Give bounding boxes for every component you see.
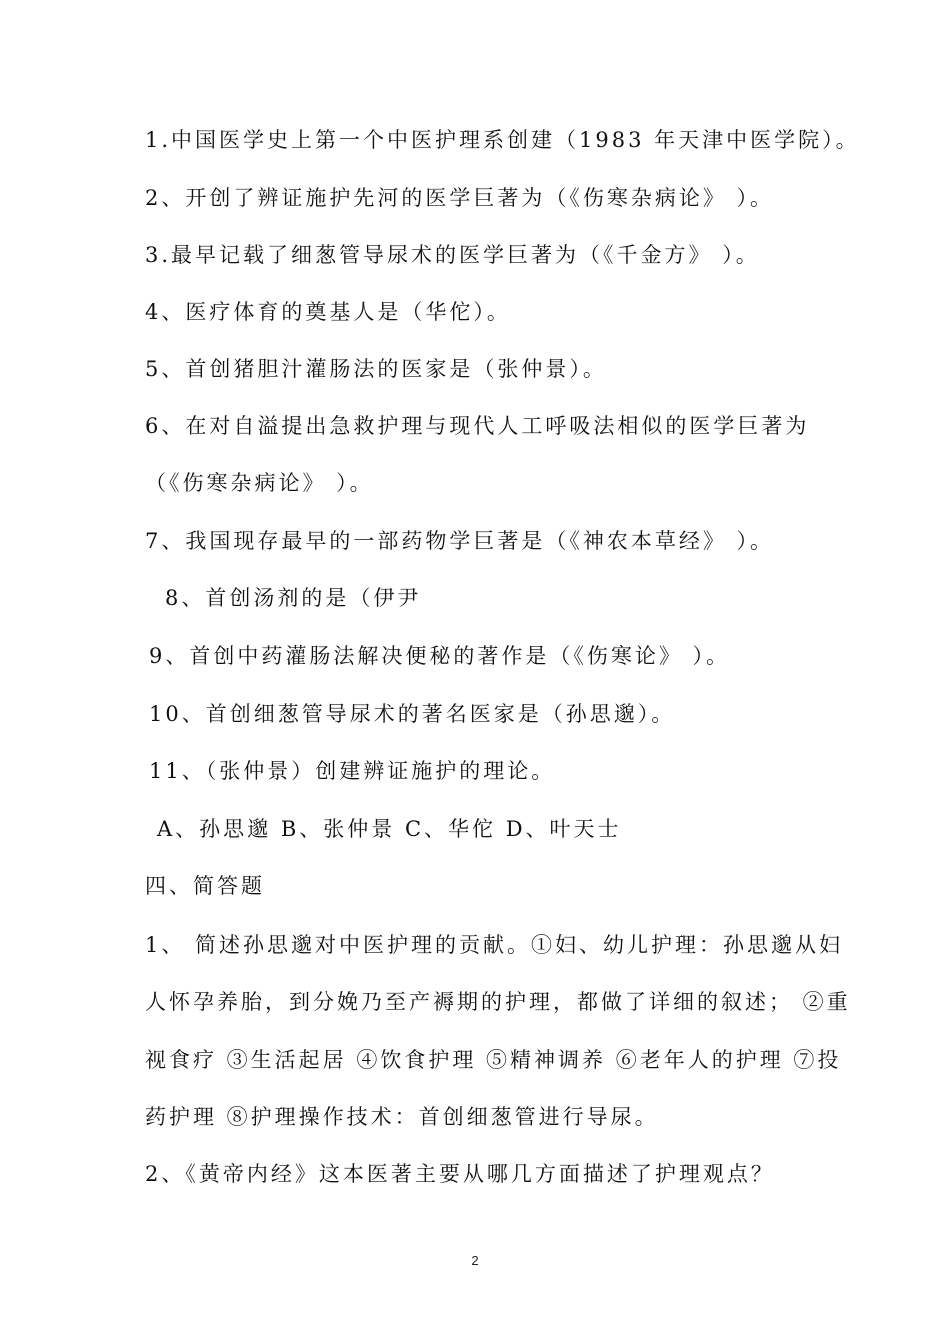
section-heading: 四、简答题 xyxy=(145,874,265,898)
text-line-9: 9、首创中药灌肠法解决便秘的著作是（《伤寒论》 ）。 xyxy=(149,644,731,668)
text-line-11: 11、（张仲景）创建辨证施护的理论。 xyxy=(149,759,556,783)
text-line-8: 8、首创汤剂的是（伊尹 xyxy=(165,586,422,610)
text-line-3: 3.最早记载了细葱管导尿术的医学巨著为（《千金方》 ）。 xyxy=(145,243,760,267)
page-number: 2 xyxy=(471,1253,479,1268)
answer-1-line-3: 视食疗 ③生活起居 ④饮食护理 ⑤精神调养 ⑥老年人的护理 ⑦投 xyxy=(145,1048,842,1072)
answer-1-line-2: 人怀孕养胎，到分娩乃至产褥期的护理，都做了详细的叙述； ②重 xyxy=(145,990,851,1014)
answer-1-line-4: 药护理 ⑧护理操作技术：首创细葱管进行导尿。 xyxy=(145,1105,659,1129)
text-line-7: 7、我国现存最早的一部药物学巨著是（《神农本草经》 ）。 xyxy=(145,529,775,553)
answer-1-line-1: 1、 简述孙思邈对中医护理的贡献。①妇、幼儿护理：孙思邈从妇 xyxy=(145,933,844,957)
text-line-4: 4、医疗体育的奠基人是（华佗）。 xyxy=(145,300,511,324)
text-line-10: 10、首创细葱管导尿术的著名医家是（孙思邈）。 xyxy=(149,702,676,726)
text-line-5: 5、首创猪胆汁灌肠法的医家是（张仲景）。 xyxy=(145,357,607,381)
text-line-6: 6、在对自溢提出急救护理与现代人工呼吸法相似的医学巨著为 xyxy=(145,414,810,438)
answer-options: A、孙思邈 B、张仲景 C、华佗 D、叶天士 xyxy=(157,817,622,841)
text-line-1: 1.中国医学史上第一个中医护理系创建（1983 年天津中医学院）。 xyxy=(145,128,860,152)
question-2: 2、《黄帝内经》这本医著主要从哪几方面描述了护理观点？ xyxy=(145,1162,775,1186)
text-line-6-cont: （《伤寒杂病论》 ）。 xyxy=(145,471,374,495)
text-line-2: 2、开创了辨证施护先河的医学巨著为（《伤寒杂病论》 ）。 xyxy=(145,186,775,210)
